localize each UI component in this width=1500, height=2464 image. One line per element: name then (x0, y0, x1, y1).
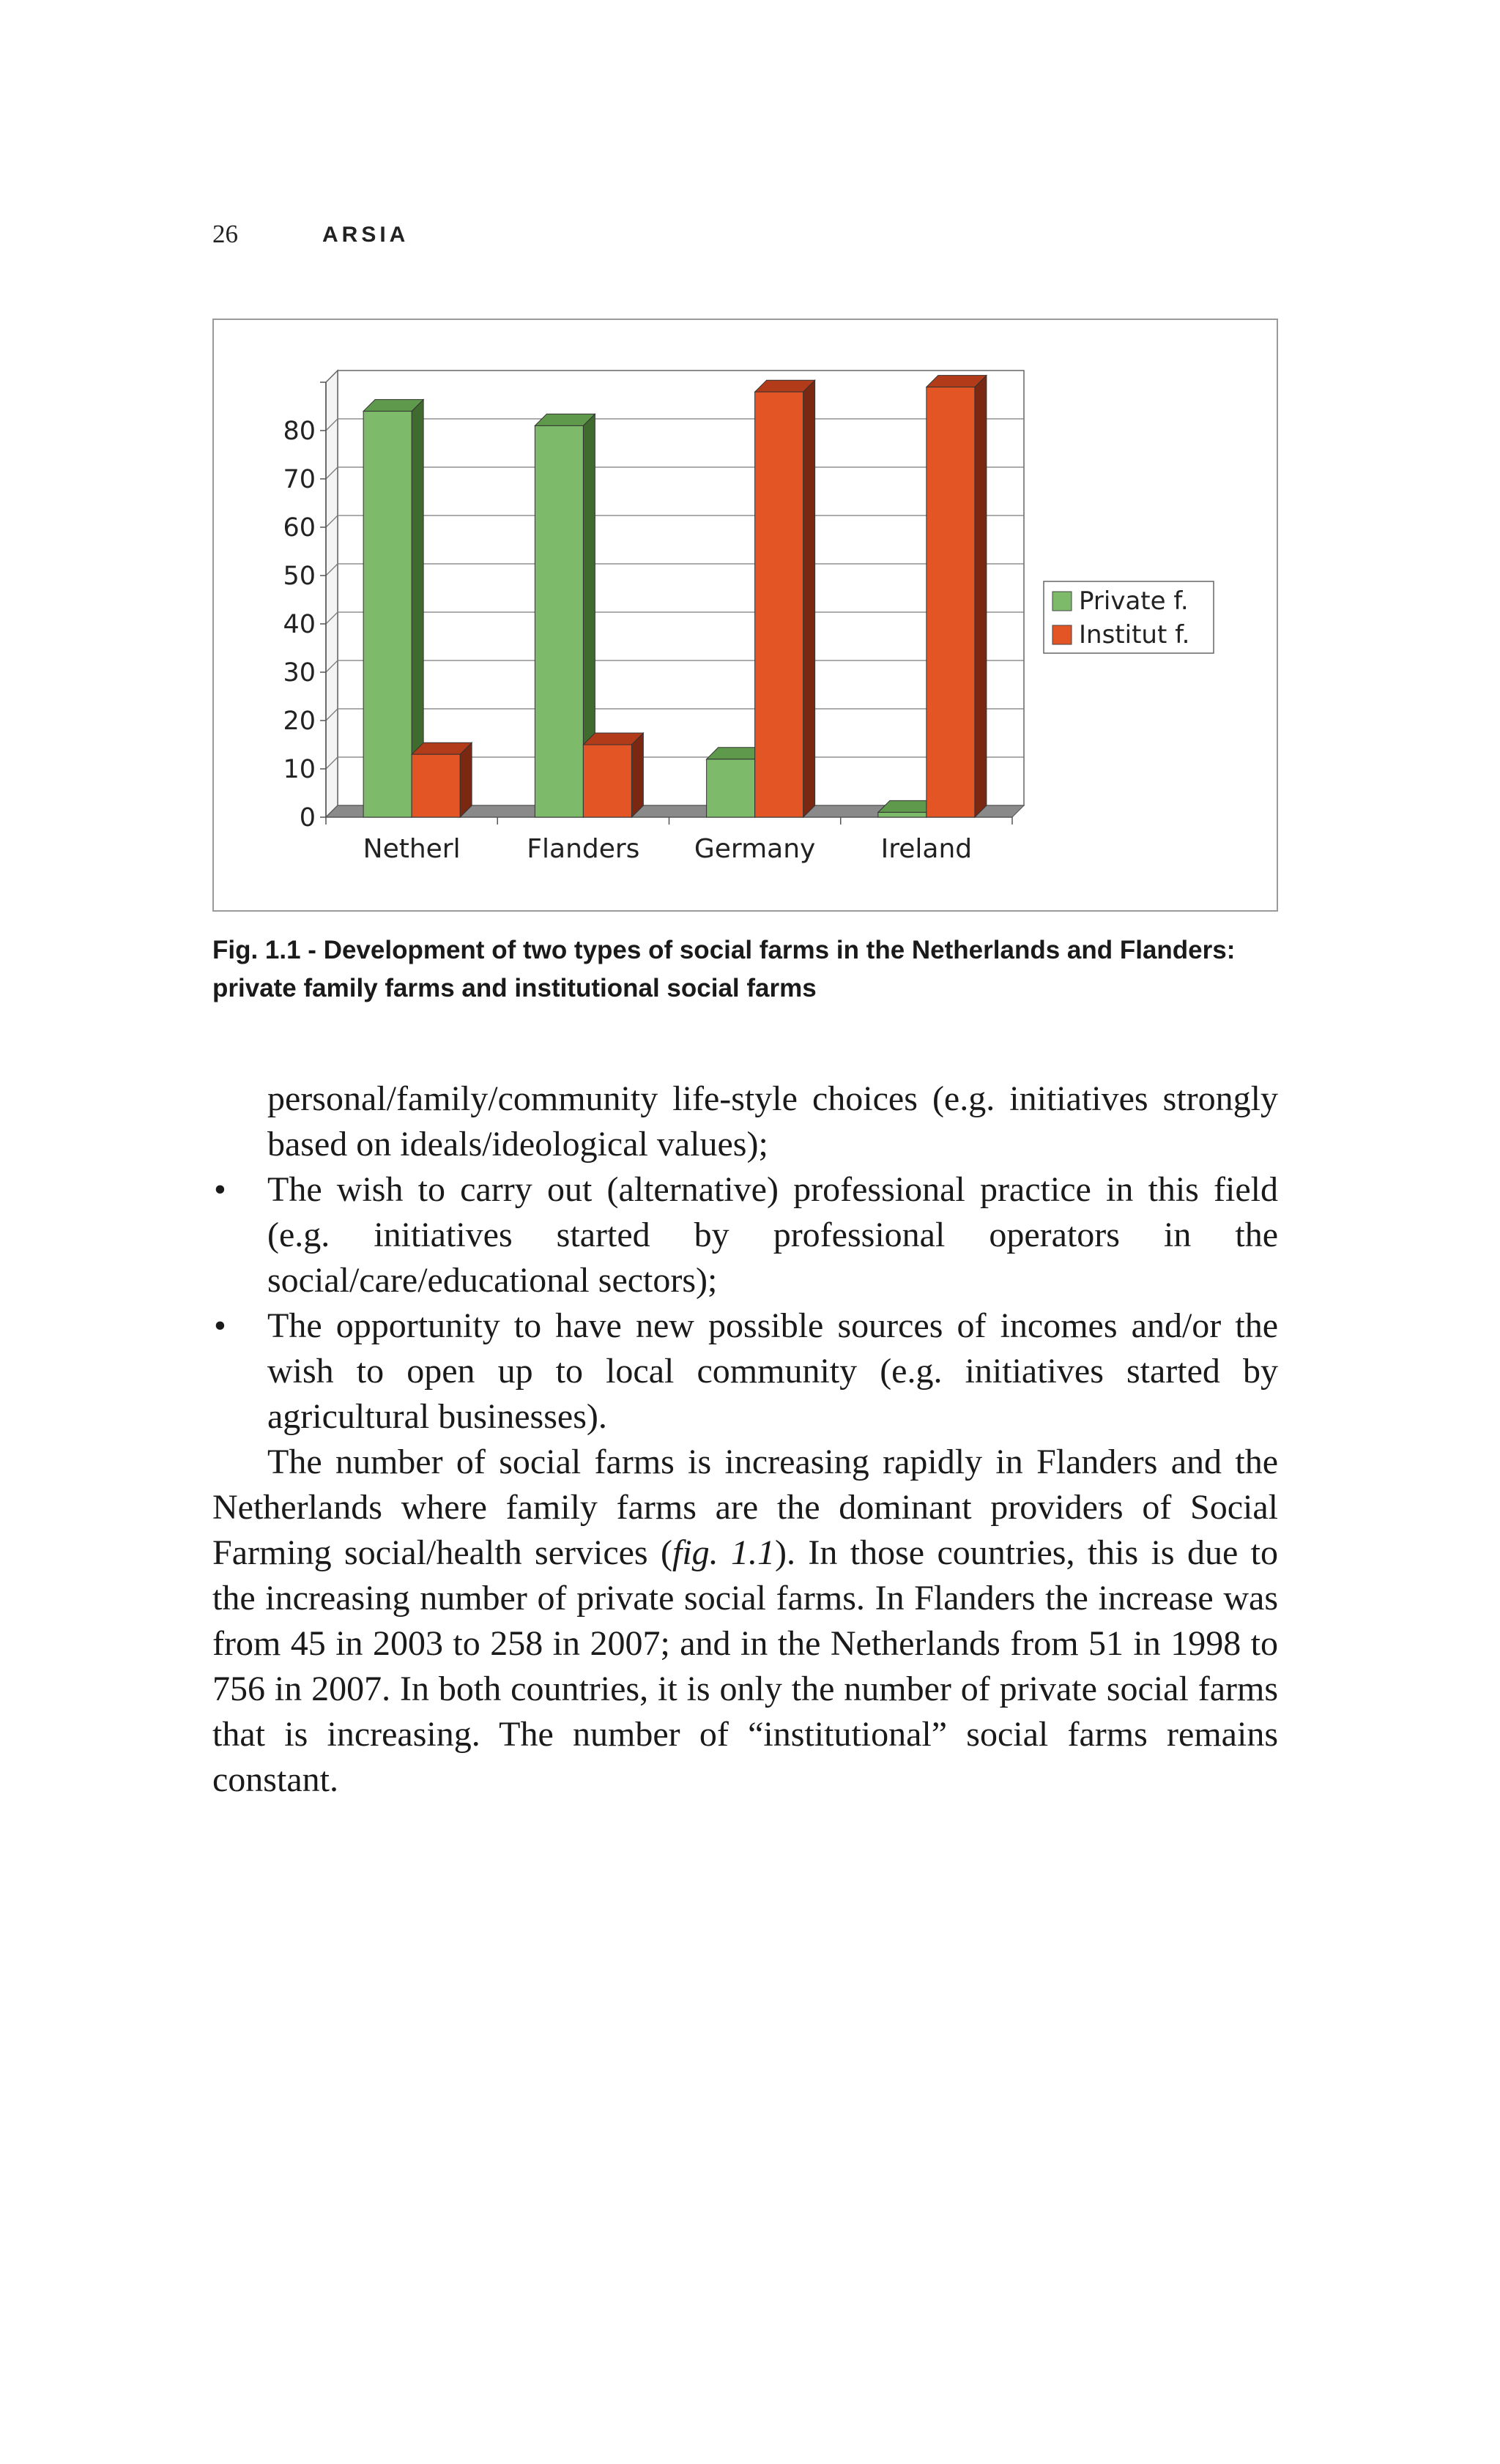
x-tick-label: Ireland (880, 834, 973, 864)
bar-chart (214, 320, 1277, 910)
bar-institut-netherl (412, 754, 460, 817)
body-text (212, 1076, 1278, 1803)
chart-frame (212, 319, 1278, 912)
y-tick-label: 60 (283, 513, 316, 543)
chart-back-wall (338, 371, 1024, 805)
paragraph-text-start: The number of social farms is increasing rapidly in Flanders and the Netherlands where family farms are the dominant providers of Social Farming social/health services ( (212, 1443, 1278, 1572)
x-tick-label: Netherl (363, 834, 461, 864)
y-tick-label: 40 (283, 610, 316, 639)
bullet-text-2: The opportunity to have new possible sources of incomes and/or the wish to open up to local community (e.g. initiatives started by agricultural businesses). (267, 1306, 1278, 1436)
legend-label: Private f. (1079, 587, 1189, 616)
figure-reference: fig. 1.1 (672, 1533, 776, 1572)
bar-private-ireland (878, 812, 927, 817)
list-item (212, 1303, 1278, 1440)
y-tick-label: 0 (299, 803, 316, 833)
y-tick-label: 50 (283, 562, 316, 591)
bar-private-netherl (363, 412, 412, 817)
bar-side-institut-0 (460, 742, 472, 817)
bar-institut-flanders (583, 745, 631, 817)
bar-institut-ireland (927, 387, 975, 817)
bar-side-institut-2 (803, 380, 815, 817)
bullet-icon: • (214, 1170, 226, 1209)
list-item (212, 1167, 1278, 1303)
bar-side-institut-3 (975, 376, 987, 817)
continuation-text: personal/family/community life-style choices (e.g. initiatives strongly based on ideals/ideological values); (267, 1079, 1278, 1164)
y-tick-label: 30 (283, 658, 316, 688)
bullet-text-1: The wish to carry out (alternative) professional practice in this field (e.g. initiatives started by professional operators in the social/care/educational sectors); (267, 1170, 1278, 1300)
figure-caption: Fig. 1.1 - Development of two types of social farms in the Netherlands and Flanders: private family farms and institutional social farms (212, 936, 1236, 1002)
y-tick-label: 10 (283, 755, 316, 784)
paragraph-text-end: ). In those countries, this is due to the increasing number of private social farms. In Flanders the increase was from 45 in 2003 to 258 in 2007; and in the Netherlands from 51 in 1998 to 756 in 2007. In both countries, it is only the number of private social farms that is increasing. The number of “institutional” social farms remains constant. (212, 1533, 1279, 1799)
y-tick-label: 20 (283, 707, 316, 736)
bar-private-flanders (535, 425, 583, 817)
bar-side-institut-1 (631, 733, 643, 817)
legend-swatch (1052, 625, 1072, 644)
legend-swatch (1052, 592, 1072, 611)
bullet-icon: • (214, 1306, 226, 1345)
y-tick-label: 70 (283, 465, 316, 494)
main-paragraph (212, 1440, 1278, 1803)
x-tick-label: Germany (694, 834, 816, 864)
y-tick-label: 80 (283, 417, 316, 446)
legend-label: Institut f. (1079, 620, 1190, 650)
running-head: ARSIA (322, 223, 409, 247)
chart-side-wall (326, 371, 338, 817)
page-number: 26 (212, 220, 238, 248)
x-tick-label: Flanders (527, 834, 640, 864)
bar-institut-germany (755, 392, 803, 817)
bar-private-germany (707, 759, 755, 817)
